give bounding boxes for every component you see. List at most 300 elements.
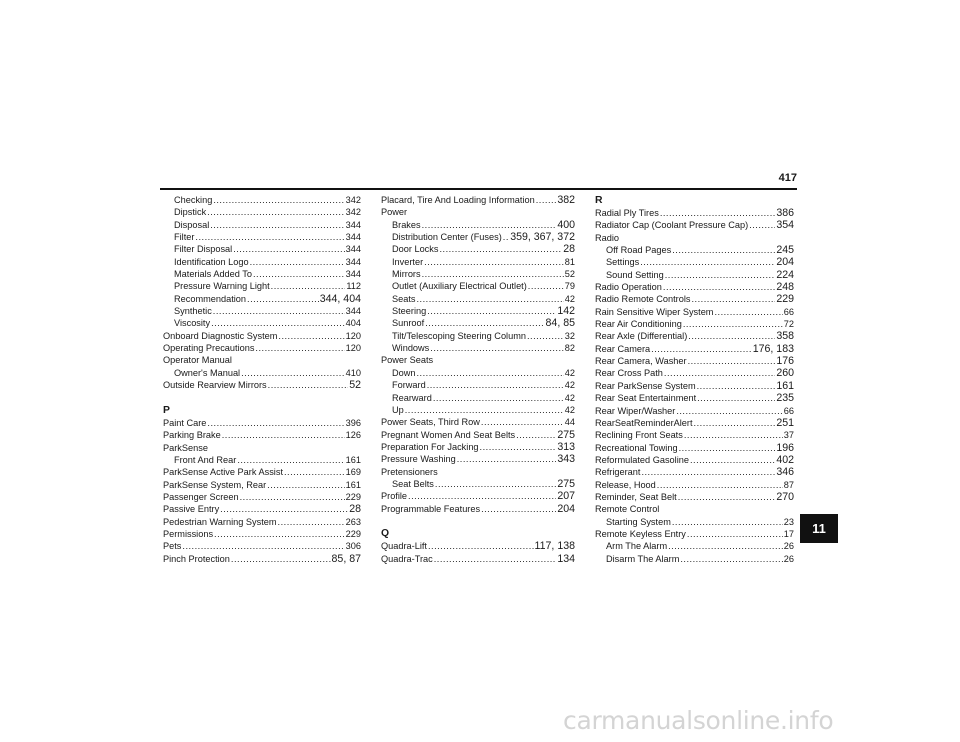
dot-leader — [697, 392, 775, 404]
entry-page: 346 — [776, 466, 794, 479]
index-entry — [595, 466, 794, 478]
page-number: 417 — [778, 172, 797, 184]
dot-leader — [213, 305, 345, 317]
dot-leader — [714, 306, 782, 318]
entry-page: 306 — [345, 541, 361, 552]
entry-term: Checking — [174, 195, 213, 205]
dot-leader — [435, 478, 556, 490]
index-entry — [381, 206, 575, 218]
entry-term: Quadra-Lift — [381, 541, 427, 552]
dot-leader — [207, 206, 344, 218]
index-entry — [381, 466, 575, 478]
dot-leader — [480, 441, 557, 453]
entry-term: Operating Precautions — [163, 343, 255, 354]
index-entry — [163, 442, 361, 454]
dot-leader — [688, 330, 775, 342]
entry-term: Rear Wiper/Washer — [595, 405, 676, 416]
entry-page: 52 — [564, 269, 575, 280]
index-entry — [381, 305, 575, 317]
index-entry — [381, 354, 575, 366]
entry-term: Windows — [392, 343, 430, 354]
dot-leader — [676, 405, 782, 417]
dot-leader — [433, 392, 564, 404]
entry-page: 134 — [557, 552, 575, 565]
index-entry — [381, 231, 575, 243]
dot-leader — [660, 207, 775, 219]
index-entry — [163, 194, 361, 206]
dot-leader — [255, 342, 344, 354]
entry-term: Pets — [163, 541, 182, 552]
entry-term: Filter Disposal — [174, 244, 233, 255]
entry-page: 66 — [783, 405, 794, 416]
entry-term: Radial Ply Tires — [595, 208, 659, 218]
entry-term: ParkSense System, Rear — [163, 479, 267, 490]
index-entry — [595, 281, 794, 293]
index-entry — [381, 219, 575, 231]
entry-page: 81 — [564, 256, 575, 267]
entry-term: Settings — [606, 257, 640, 268]
entry-page: 17 — [783, 528, 794, 539]
dot-leader — [694, 417, 776, 429]
entry-term: Viscosity — [174, 318, 211, 329]
dot-leader — [481, 416, 564, 428]
entry-term: Recommendation — [174, 293, 247, 304]
dot-leader — [195, 231, 344, 243]
entry-page: 169 — [345, 467, 361, 478]
index-entry — [595, 355, 794, 367]
entry-page: 26 — [783, 553, 794, 564]
dot-leader — [503, 231, 509, 243]
entry-page: 120 — [345, 343, 361, 354]
section-spacer — [381, 515, 575, 527]
dot-leader — [214, 528, 345, 540]
entry-page: 196 — [776, 441, 794, 454]
entry-page: 402 — [776, 453, 794, 466]
entry-page: 410 — [345, 367, 361, 378]
entry-page: 161 — [345, 479, 361, 490]
dot-leader — [268, 379, 349, 391]
entry-page: 72 — [783, 319, 794, 330]
dot-leader — [481, 503, 556, 515]
entry-page: 275 — [557, 428, 575, 441]
entry-term: Pedestrian Warning System — [163, 516, 277, 527]
entry-term: Pressure Warning Light — [174, 281, 270, 292]
entry-page: 342 — [345, 195, 361, 205]
entry-term: Seats — [392, 293, 416, 304]
dot-leader — [182, 540, 344, 552]
entry-term: Filter — [174, 232, 195, 243]
entry-page: 42 — [564, 404, 575, 415]
entry-term: Parking Brake — [163, 430, 221, 441]
entry-page: 26 — [783, 541, 794, 552]
dot-leader — [665, 269, 776, 281]
dot-leader — [233, 243, 344, 255]
dot-leader — [516, 429, 556, 441]
entry-term: Rain Sensitive Wiper System — [595, 306, 714, 317]
entry-page: 359, 367, 372 — [510, 231, 575, 244]
index-column-2 — [381, 194, 575, 565]
dot-leader — [207, 417, 344, 429]
dot-leader — [210, 219, 344, 231]
entry-term: Identification Logo — [174, 256, 249, 267]
index-entry — [163, 280, 361, 292]
index-entry — [595, 392, 794, 404]
entry-term: Rearward — [392, 392, 432, 403]
index-entry — [381, 503, 575, 515]
dot-leader — [680, 553, 782, 565]
index-entry — [595, 367, 794, 379]
dot-leader — [231, 553, 331, 565]
index-entry — [163, 342, 361, 354]
dot-leader — [651, 343, 752, 355]
dot-leader — [220, 503, 348, 515]
entry-term: Radio Operation — [595, 282, 662, 293]
index-entry — [595, 318, 794, 330]
entry-term: Passive Entry — [163, 504, 220, 515]
entry-page: 120 — [345, 330, 361, 341]
dot-leader — [422, 268, 564, 280]
entry-page: 386 — [776, 207, 794, 219]
entry-term: Dipstick — [174, 207, 207, 218]
entry-page: 161 — [776, 379, 794, 392]
dot-leader — [427, 305, 556, 317]
entry-page: 28 — [563, 243, 575, 256]
entry-page: 343 — [557, 453, 575, 466]
index-entry — [595, 442, 794, 454]
index-entry — [595, 269, 794, 281]
entry-term: Permissions — [163, 528, 214, 539]
entry-page: 251 — [776, 416, 794, 429]
entry-page: 42 — [564, 293, 575, 304]
index-entry — [381, 404, 575, 416]
index-entry — [163, 219, 361, 231]
entry-page: 342 — [345, 207, 361, 218]
dot-leader — [424, 256, 564, 268]
entry-term: Radiator Cap (Coolant Pressure Cap) — [595, 220, 749, 231]
dot-leader — [417, 367, 564, 379]
watermark: carmanualsonline.info — [563, 706, 834, 735]
entry-page: 260 — [776, 367, 794, 380]
entry-term: Front And Rear — [174, 454, 237, 465]
dot-leader — [641, 466, 775, 478]
entry-page: 404 — [345, 318, 361, 329]
index-entry — [381, 429, 575, 441]
dot-leader — [408, 490, 556, 502]
index-entry — [381, 441, 575, 453]
dot-leader — [253, 268, 345, 280]
index-entry — [595, 429, 794, 441]
index-entry — [595, 491, 794, 503]
entry-page: 176, 183 — [752, 342, 794, 355]
entry-page: 344 — [345, 269, 361, 280]
dot-leader — [657, 479, 783, 491]
index-entry — [163, 231, 361, 243]
dot-leader — [434, 553, 557, 565]
section-letter: R — [595, 195, 603, 206]
entry-page: 42 — [564, 380, 575, 391]
entry-term: Passenger Screen — [163, 491, 239, 502]
entry-term: Owner's Manual — [174, 367, 241, 378]
dot-leader — [528, 280, 564, 292]
index-entry — [595, 417, 794, 429]
dot-leader — [690, 454, 775, 466]
entry-page: 235 — [776, 392, 794, 405]
entry-page: 229 — [345, 491, 361, 502]
index-entry — [163, 379, 361, 391]
index-entry — [163, 540, 361, 552]
index-entry — [381, 392, 575, 404]
entry-term: Power Seats — [381, 355, 434, 366]
entry-page: 84, 85 — [545, 317, 575, 330]
entry-page: 204 — [557, 502, 575, 515]
entry-page: 204 — [776, 256, 794, 269]
index-entry — [163, 367, 361, 379]
dot-leader — [688, 355, 776, 367]
index-entry — [163, 454, 361, 466]
entry-term: Steering — [392, 306, 427, 317]
index-entry — [163, 466, 361, 478]
entry-page: 32 — [564, 330, 575, 341]
dot-leader — [527, 330, 564, 342]
entry-term: Mirrors — [392, 269, 421, 280]
entry-term: Programmable Features — [381, 503, 481, 514]
entry-term: Radio Remote Controls — [595, 294, 691, 305]
entry-page: 344 — [345, 256, 361, 267]
dot-leader — [684, 429, 783, 441]
index-entry — [381, 478, 575, 490]
dot-leader — [683, 318, 783, 330]
entry-page: 42 — [564, 392, 575, 403]
dot-leader — [687, 528, 783, 540]
entry-page: 87 — [783, 479, 794, 490]
entry-term: Reclining Front Seats — [595, 430, 683, 441]
entry-page: 37 — [783, 430, 794, 441]
dot-leader — [428, 540, 534, 552]
index-entry — [381, 379, 575, 391]
entry-term: RearSeatReminderAlert — [595, 417, 693, 428]
dot-leader — [664, 367, 775, 379]
entry-term: Remote Keyless Entry — [595, 528, 686, 539]
index-entry — [595, 503, 794, 515]
index-entry — [595, 380, 794, 392]
index-entry — [381, 268, 575, 280]
entry-term: Recreational Towing — [595, 442, 678, 453]
entry-term: Materials Added To — [174, 269, 252, 280]
index-entry — [163, 503, 361, 515]
entry-term: Off Road Pages — [606, 245, 672, 256]
entry-term: Sound Setting — [606, 269, 664, 280]
index-entry — [163, 206, 361, 218]
dot-leader — [536, 194, 557, 206]
index-entry — [381, 453, 575, 465]
entry-term: Pretensioners — [381, 466, 438, 477]
dot-leader — [422, 219, 557, 231]
entry-term: Profile — [381, 491, 408, 502]
entry-term: Placard, Tire And Loading Information — [381, 195, 535, 205]
entry-page: 23 — [783, 516, 794, 527]
entry-term: Distribution Center (Fuses) — [392, 232, 502, 243]
dot-leader — [417, 293, 564, 305]
entry-page: 344, 404 — [319, 292, 361, 305]
index-entry — [381, 416, 575, 428]
entry-term: Rear Camera, Washer — [595, 356, 687, 367]
entry-page: 229 — [345, 528, 361, 539]
entry-page: 207 — [557, 490, 575, 503]
entry-term: Outlet (Auxiliary Electrical Outlet) — [392, 281, 527, 292]
index-entry — [163, 479, 361, 491]
index-entry — [381, 293, 575, 305]
entry-page: 270 — [776, 490, 794, 503]
header-rule — [160, 188, 797, 190]
entry-page: 112 — [346, 281, 361, 292]
dot-leader — [640, 256, 775, 268]
index-entry — [595, 306, 794, 318]
dot-leader — [241, 367, 345, 379]
entry-term: Pressure Washing — [381, 454, 456, 465]
dot-leader — [427, 379, 564, 391]
entry-term: Radio — [595, 232, 620, 243]
dot-leader — [250, 256, 345, 268]
dot-leader — [267, 479, 345, 491]
entry-page: 66 — [783, 306, 794, 317]
entry-term: Up — [392, 404, 404, 415]
entry-page: 229 — [776, 293, 794, 306]
entry-term: Pinch Protection — [163, 553, 230, 564]
entry-page: 344 — [345, 306, 361, 317]
index-entry — [595, 219, 794, 231]
dot-leader — [271, 280, 346, 292]
section-spacer — [163, 392, 361, 404]
entry-page: 358 — [776, 330, 794, 343]
entry-term: Rear Axle (Differential) — [595, 331, 688, 342]
entry-term: Rear Seat Entertainment — [595, 393, 697, 404]
index-entry — [163, 553, 361, 565]
index-entry — [163, 243, 361, 255]
dot-leader — [240, 491, 345, 503]
index-entry — [381, 256, 575, 268]
index-entry — [163, 293, 361, 305]
index-entry — [381, 330, 575, 342]
index-entry — [595, 343, 794, 355]
entry-page: 313 — [557, 440, 575, 453]
entry-term: Paint Care — [163, 417, 207, 428]
index-entry — [163, 256, 361, 268]
entry-term: Rear Camera — [595, 343, 651, 354]
dot-leader — [278, 330, 344, 342]
index-entry — [381, 490, 575, 502]
dot-leader — [237, 454, 344, 466]
dot-leader — [672, 516, 783, 528]
entry-page: 85, 87 — [331, 552, 361, 565]
entry-term: Power — [381, 207, 408, 218]
entry-page: 382 — [557, 194, 575, 206]
index-entry — [381, 367, 575, 379]
index-entry — [381, 317, 575, 329]
entry-page: 82 — [564, 343, 575, 354]
section-letter: P — [163, 404, 170, 416]
entry-page: 354 — [776, 219, 794, 232]
index-entry — [163, 305, 361, 317]
entry-term: Rear ParkSense System — [595, 380, 696, 391]
index-entry — [381, 540, 575, 552]
entry-term: Operator Manual — [163, 355, 232, 366]
index-entry — [381, 553, 575, 565]
entry-term: Preparation For Jacking — [381, 441, 479, 452]
dot-leader — [697, 380, 776, 392]
dot-leader — [222, 429, 345, 441]
index-entry — [163, 330, 361, 342]
entry-term: Down — [392, 367, 416, 378]
section-letter: Q — [381, 528, 390, 540]
index-entry — [595, 330, 794, 342]
dot-leader — [211, 317, 345, 329]
index-entry — [595, 454, 794, 466]
entry-term: Onboard Diagnostic System — [163, 330, 278, 341]
entry-term: ParkSense Active Park Assist — [163, 467, 283, 478]
dot-leader — [439, 243, 562, 255]
entry-term: Forward — [392, 380, 426, 391]
entry-term: Reformulated Gasoline — [595, 454, 689, 465]
entry-page: 245 — [776, 244, 794, 257]
entry-term: Brakes — [392, 219, 421, 230]
entry-term: Door Locks — [392, 244, 439, 255]
entry-page: 52 — [349, 379, 361, 392]
entry-term: Synthetic — [174, 306, 212, 317]
index-entry — [163, 491, 361, 503]
entry-term: Outside Rearview Mirrors — [163, 380, 267, 391]
entry-page: 224 — [776, 268, 794, 281]
index-entry — [381, 280, 575, 292]
entry-term: Refrigerant — [595, 467, 641, 478]
entry-term: Rear Air Conditioning — [595, 319, 682, 330]
index-entry — [163, 528, 361, 540]
dot-leader — [213, 194, 344, 206]
index-column-3 — [595, 194, 794, 565]
entry-page: 400 — [557, 218, 575, 231]
entry-term: Disposal — [174, 219, 210, 230]
entry-page: 126 — [345, 430, 361, 441]
entry-page: 117, 138 — [534, 540, 575, 553]
entry-page: 176 — [776, 355, 794, 368]
index-entry — [163, 268, 361, 280]
entry-page: 248 — [776, 281, 794, 294]
index-entry — [595, 232, 794, 244]
entry-term: Pregnant Women And Seat Belts — [381, 429, 516, 440]
entry-term: Release, Hood — [595, 479, 656, 490]
dot-leader — [457, 453, 557, 465]
index-entry — [595, 553, 794, 565]
index-entry — [595, 244, 794, 256]
dot-leader — [278, 516, 345, 528]
entry-term: ParkSense — [163, 442, 208, 453]
entry-term: Reminder, Seat Belt — [595, 491, 677, 502]
index-entry — [163, 317, 361, 329]
index-entry — [381, 194, 575, 206]
dot-leader — [749, 219, 775, 231]
index-entry — [595, 528, 794, 540]
index-entry — [163, 417, 361, 429]
entry-page: 344 — [345, 232, 361, 243]
dot-leader — [672, 244, 775, 256]
index-entry — [595, 516, 794, 528]
entry-page: 275 — [557, 477, 575, 490]
entry-page: 28 — [349, 503, 361, 516]
entry-term: Remote Control — [595, 504, 660, 515]
index-entry — [163, 516, 361, 528]
entry-term: Rear Cross Path — [595, 368, 663, 379]
entry-page: 263 — [345, 516, 361, 527]
dot-leader — [692, 293, 776, 305]
